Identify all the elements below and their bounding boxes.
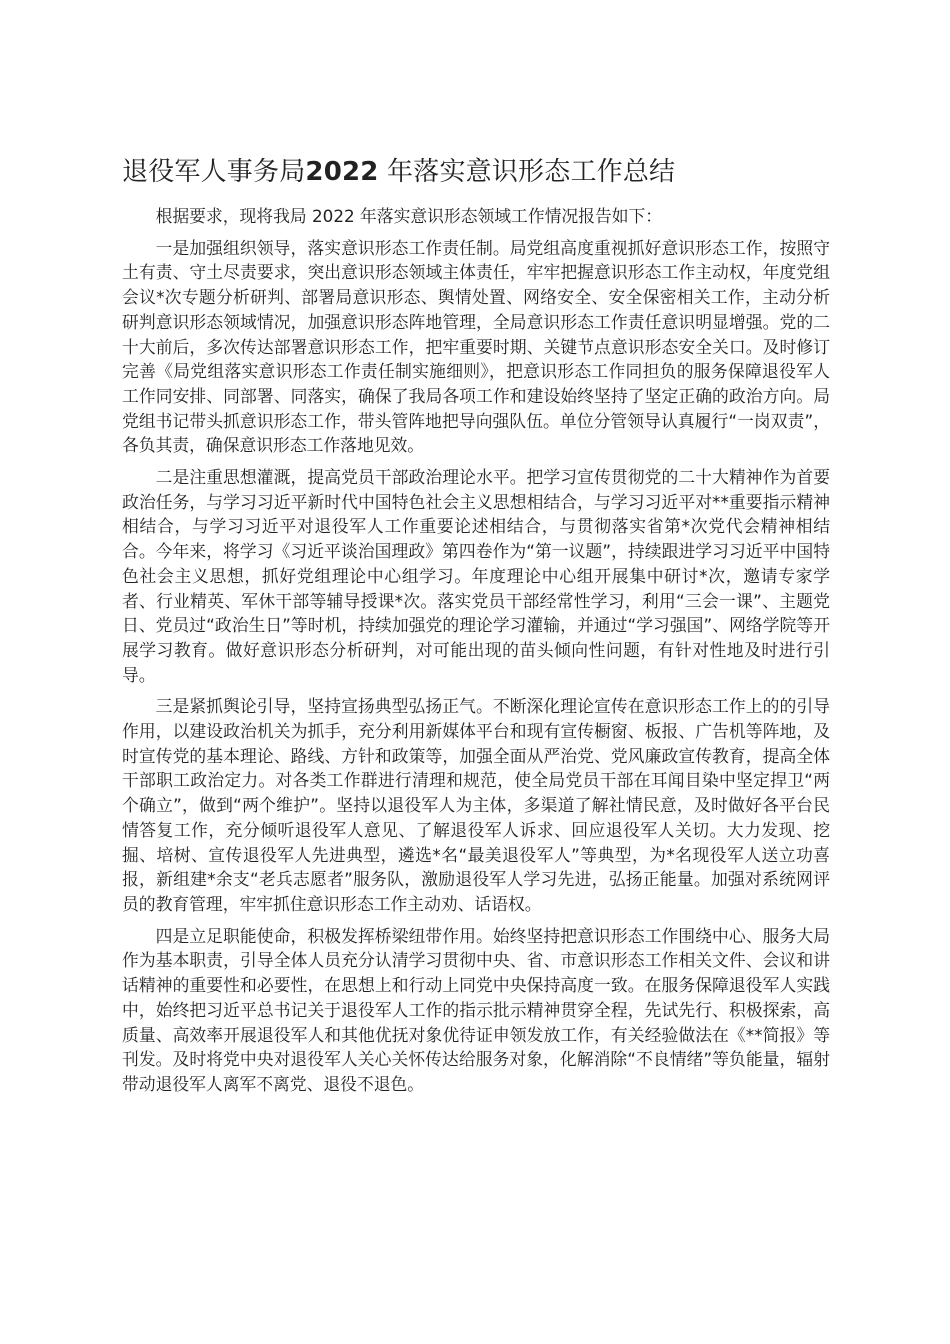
title-year: 2022 bbox=[305, 157, 379, 187]
document-title bbox=[122, 150, 842, 194]
title-suffix: 年落实意识形态工作总结 bbox=[387, 157, 676, 187]
title-prefix: 退役军人事务局 bbox=[122, 157, 306, 187]
intro-paragraph: 根据要求，现将我局 2022 年落实意识形态领域工作情况报告如下： bbox=[155, 206, 663, 226]
paragraph-functional-mission: 四是立足职能使命，积极发挥桥梁纽带作用。始终坚持把意识形态工作围绕中心、服务大局作为基本职责，引导全体人员充分认清学习贯彻中央、省、市意识形态工作相关文件、会议和讲话精神的重要性和必要性，在思想上和行动上同党中央保持高度一致。在服务保障退役军人实践中，始终把习近平总书记关于退役军人工作的指示批示精神贯穿全程，先试先行、积极探索，高质量、高效率开展退役军人和其他优抚对象优待证申领发放工作，有关经验做法在《**简报》等刊发。及时将党中央对退役军人关心关怀传达给服务对象，化解消除“不良情绪”等负能量，辐射带动退役军人离军不离党、退役不退色。 bbox=[122, 925, 830, 1094]
paragraph-public-opinion: 三是紧抓舆论引导，坚持宣扬典型弘扬正气。不断深化理论宣传在意识形态工作上的的引导作用，以建设政治机关为抓手，充分利用新媒体平台和现有宣传橱窗、板报、广告机等阵地，及时宣传党的基本理论、路线、方针和政策等，加强全面从严治党、党风廉政宣传教育，提高全体干部职工政治定力。对各类工作群进行清理和规范，使全局党员干部在耳闻目染中坚定捍卫“两个确立”，做到“两个维护”。坚持以退役军人为主体，多渠道了解社情民意，及时做好各平台民情答复工作，充分倾听退役军人意见、了解退役军人诉求、回应退役军人关切。大力发现、挖掘、培树、宣传退役军人先进典型，遴选*名“最美退役军人”等典型，为*名现役军人送立功喜报，新组建*余支“老兵志愿者”服务队，激励退役军人学习先进，弘扬正能量。加强对系统网评员的教育管理，牢牢抓住意识形态工作主动劝、话语权。 bbox=[122, 696, 830, 914]
document-body bbox=[122, 204, 830, 1104]
paragraph-ideological-education: 二是注重思想灌溉，提高党员干部政治理论水平。把学习宣传贯彻党的二十大精神作为首要政治任务，与学习习近平新时代中国特色社会主义思想相结合，与学习习近平对**重要指示精神相结合，与学习习近平对退役军人工作重要论述相结合，与贯彻落实省第*次党代会精神相结合。今年来，将学习《习近平谈治国理政》第四卷作为“第一议题”，持续跟进学习习近平中国特色社会主义思想，抓好党组理论中心组学习。年度理论中心组开展集中研讨*次，邀请专家学者、行业精英、军休干部等辅导授课*次。落实党员干部经常性学习，利用“三会一课”、主题党日、党员过“政治生日”等时机，持续加强党的理论学习灌输，并通过“学习强国”、网络学院等开展学习教育。做好意识形态分析研判，对可能出现的苗头倾向性问题，有针对性地及时进行引导。 bbox=[122, 467, 830, 685]
paragraph-organization-leadership: 一是加强组织领导，落实意识形态工作责任制。局党组高度重视抓好意识形态工作，按照守土有责、守土尽责要求，突出意识形态领域主体责任，牢牢把握意识形态工作主动权，年度党组会议*次专题分析研判、部署局意识形态、舆情处置、网络安全、安全保密相关工作，主动分析研判意识形态领域情况，加强意识形态阵地管理，全局意识形态工作责任意识明显增强。党的二十大前后，多次传达部署意识形态工作，把牢重要时期、关键节点意识形态安全关口。及时修订完善《局党组落实意识形态工作责任制实施细则》，把意识形态工作同担负的服务保障退役军人工作同安排、同部署、同落实，确保了我局各项工作和建设始终坚持了坚定正确的政治方向。局党组书记带头抓意识形态工作，带头管阵地把导向强队伍。单位分管领导认真履行“一岗双责”，各负其责，确保意识形态工作落地见效。 bbox=[122, 237, 830, 456]
